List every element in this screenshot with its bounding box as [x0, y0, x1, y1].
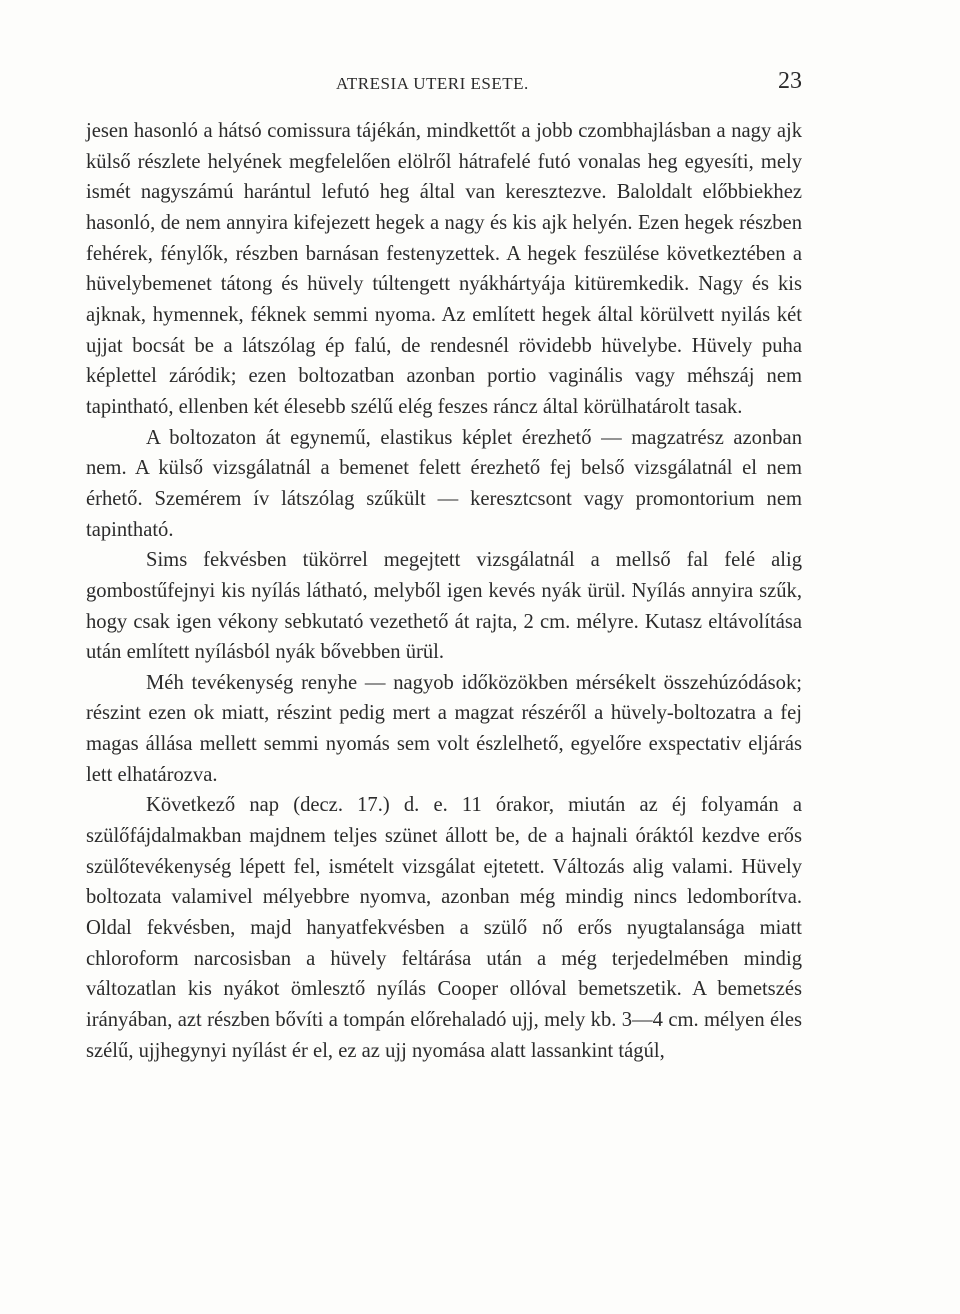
page-number: 23 [778, 68, 802, 94]
paragraph-3: Sims fekvésben tükörrel megejtett vizsgálatnál a mellső fal felé alig gombostűfejnyi kis nyílás látható, melyből igen kevés nyák ürül. Nyílás annyira szűk, hogy csak igen vékony sebkutató vezethető át rajta, 2 cm. mélyre. Kutasz eltávolítása után említett nyílásból nyák bővebben ürül. [86, 549, 802, 664]
paragraph-4: Méh tevékenység renyhe — nagyob időközökben mérsékelt összehúzódások; részint ezen ok miatt, részint pedig mert a magzat részéről a hüvely-boltozatra a fej magas állása mellett semmi nyomás sem volt észlelhető, egyelőre exspectativ eljárás lett elhatározva. [86, 671, 802, 786]
running-title: ATRESIA UTERI ESETE. [336, 74, 529, 93]
running-head [86, 68, 802, 102]
body-text [86, 116, 802, 1066]
paragraph-2: A boltozaton át egynemű, elastikus képlet érezhető — magzatrész azonban nem. A külső vizsgálatnál a bemenet felett érezhető fej belső vizsgálatnál el nem érhető. Szemérem ív látszólag szűkült — keresztcsont vagy promontorium nem tapintható. [86, 426, 802, 541]
paragraph-5: Következő nap (decz. 17.) d. e. 11 órakor, miután az éj folyamán a szülőfájdalmakban majdnem teljes szünet állott be, de a hajnali óráktól kezdve erős szülőtevékenység lépett fel, ismételt vizsgálat ejtetett. Változás alig valami. Hüvely boltozata valamivel mélyebbre nyomva, azonban még mindig nincs ledomborítva. Oldal fekvésben, majd hanyatfekvésben a szülő nő erős nyugtalansága miatt chloroform narcosisban a hüvely feltárása után a még terjedelmében mindig változatlan kis nyákot ömlesztő nyílás Cooper ollóval bemetszetik. A bemetszés irányában, azt részben bővíti a tompán előrehaladó ujj, mely kb. 3—4 cm. mélyen éles szélű, ujjhegynyi nyílást ér el, ez az ujj nyomása alatt lassankint tágúl, [86, 794, 802, 1062]
paragraph-1: jesen hasonló a hátsó comissura tájékán, mindkettőt a jobb czombhajlásban a nagy ajk külső részlete helyének megfelelően elölről hátrafelé futó vonalas heg egyesíti, mely ismét nagyszámú harántul lefutó heg által van keresztezve. Baloldalt előbbiekhez hasonló, de nem annyira kifejezett hegek a nagy és kis ajk helyén. Ezen hegek részben fehérek, fénylők, részben barnásan festenyzettek. A hegek feszülése következtében a hüvelybemenet tátong és hüvely túltengett nyákhártyája kitüremkedik. Nagy és kis ajknak, hymennek, féknek semmi nyoma. Az említett hegek által körülvett nyilás két ujjat bocsát be a látszólag ép falú, de rendesnél rövidebb hüvelybe. Hüvely puha képlettel záródik; ezen boltozatban azonban portio vaginális vagy méhszáj nem tapintható, ellenben két élesebb szélű elég feszes ráncz által körülhatárolt tasak. [86, 120, 802, 418]
